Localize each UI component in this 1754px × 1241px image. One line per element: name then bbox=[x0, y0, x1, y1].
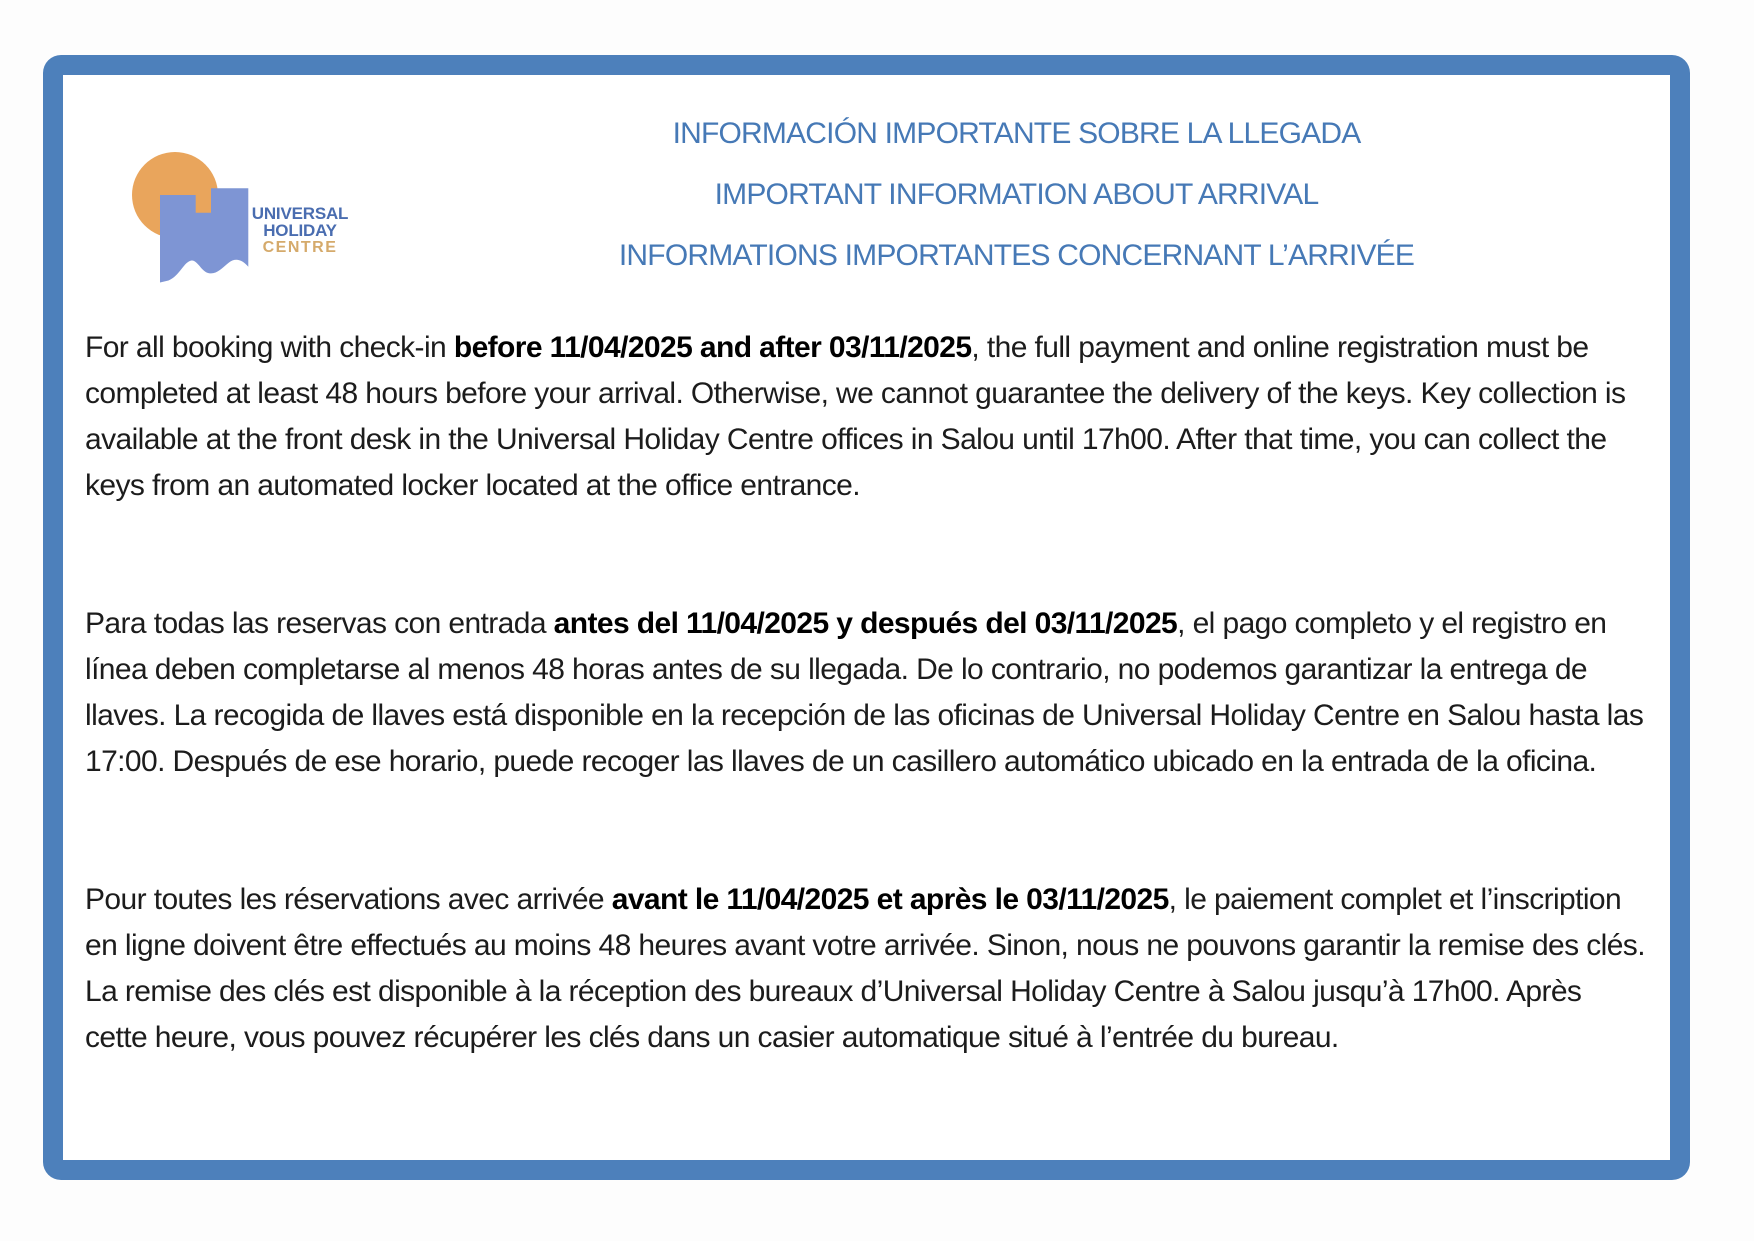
logo-wordmark bbox=[241, 205, 359, 256]
paragraph-english bbox=[85, 325, 1648, 509]
logo-word-centre: CENTRE bbox=[262, 239, 338, 256]
notice-body bbox=[63, 325, 1670, 1061]
paragraph-english-intro: For all booking with check-in bbox=[85, 331, 454, 364]
paragraph-french-rest: , le paiement complet et l’inscription en ligne doivent être effectués au moins 48 heures avant votre arrivée. Sinon, nous ne pouvons garantir la remise des clés. La remise des clés est disponible à la réception des bureaux d’Universal Holiday Centre à Salou jusqu’à 17h00. Après cette heure, vous pouvez récupérer les clés dans un casier automatique situé à l’entrée du bureau. bbox=[85, 883, 1645, 1054]
logo-word-holiday: HOLIDAY bbox=[263, 221, 337, 240]
logo-word-universal: UNIVERSAL bbox=[251, 204, 349, 223]
paragraph-french-dates: avant le 11/04/2025 et après le 03/11/2025 bbox=[611, 883, 1169, 916]
title-french: INFORMATIONS IMPORTANTES CONCERNANT L’ARRIVÉE bbox=[618, 239, 1415, 272]
title-english: IMPORTANT INFORMATION ABOUT ARRIVAL bbox=[714, 178, 1319, 211]
notice-frame bbox=[43, 55, 1690, 1180]
title-block bbox=[363, 75, 1670, 325]
paragraph-spanish-dates: antes del 11/04/2025 y después del 03/11/2025 bbox=[553, 607, 1178, 640]
paragraph-spanish bbox=[85, 601, 1648, 785]
notice-header bbox=[63, 75, 1670, 325]
uhc-logo bbox=[123, 145, 363, 305]
title-spanish: INFORMACIÓN IMPORTANTE SOBRE LA LLEGADA bbox=[672, 117, 1361, 150]
paragraph-spanish-intro: Para todas las reservas con entrada bbox=[85, 607, 554, 640]
paragraph-english-rest: , the full payment and online registration must be completed at least 48 hours before your arrival. Otherwise, we cannot guarantee the delivery of the keys. Key collection is available at the front desk in the Universal Holiday Centre offices in Salou until 17h00. After that time, you can collect the keys from an automated locker located at the office entrance. bbox=[85, 331, 1626, 502]
paragraph-spanish-rest: , el pago completo y el registro en línea deben completarse al menos 48 horas antes de su llegada. De lo contrario, no podemos garantizar la entrega de llaves. La recogida de llaves está disponible en la recepción de las oficinas de Universal Holiday Centre en Salou hasta las 17:00. Después de ese horario, puede recoger las llaves de un casillero automático ubicado en la entrada de la oficina. bbox=[85, 607, 1644, 778]
paragraph-english-dates: before 11/04/2025 and after 03/11/2025 bbox=[453, 331, 972, 364]
paragraph-french-intro: Pour toutes les réservations avec arrivée bbox=[85, 883, 612, 916]
paragraph-french bbox=[85, 877, 1648, 1061]
